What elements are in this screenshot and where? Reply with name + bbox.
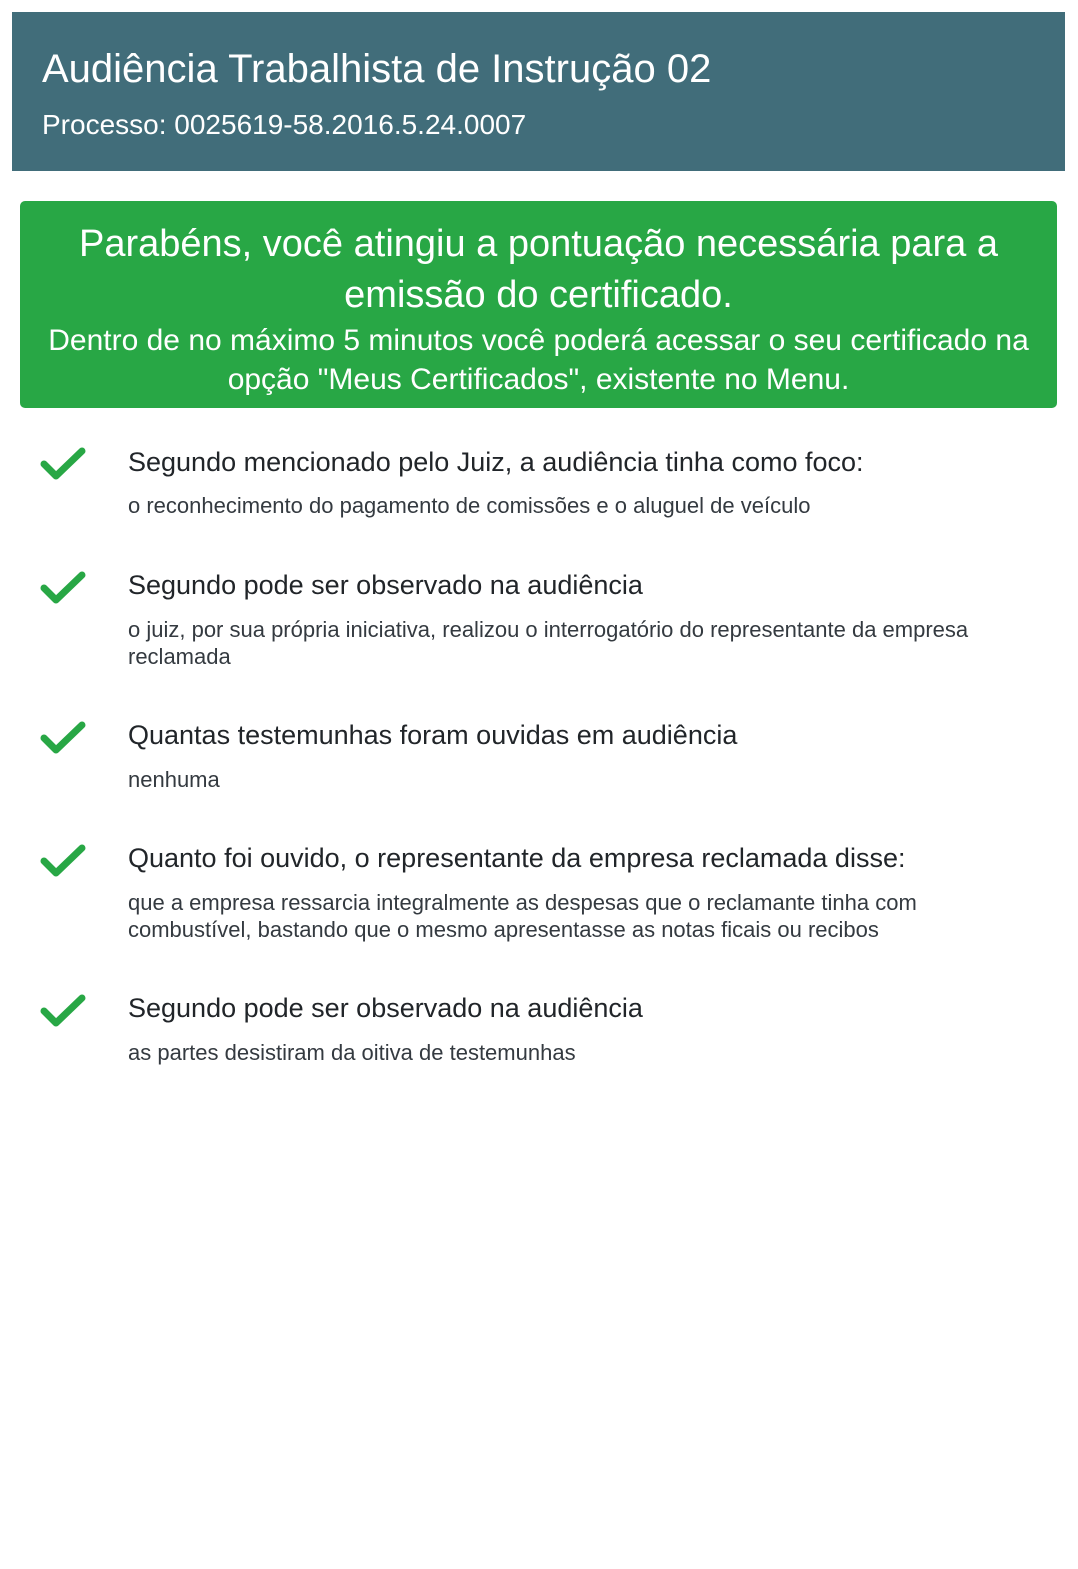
result-question: Quanto foi ouvido, o representante da empresa reclamada disse: <box>128 843 906 873</box>
result-question: Segundo pode ser observado na audiência <box>128 570 643 600</box>
page-title: Audiência Trabalhista de Instrução 02 <box>42 47 712 91</box>
check-icon <box>40 721 86 755</box>
result-question: Quantas testemunhas foram ouvidas em audiência <box>128 720 738 750</box>
result-answer: nenhuma <box>128 767 220 792</box>
check-icon <box>40 994 86 1028</box>
check-icon <box>40 571 86 605</box>
result-answer: as partes desistiram da oitiva de testemunhas <box>128 1040 576 1065</box>
success-alert-message: Dentro de no máximo 5 minutos você poderá acessar o seu certificado na opção "Meus Certificados", existente no Menu. <box>48 324 1029 396</box>
success-alert <box>20 201 1057 408</box>
process-number: Processo: 0025619-58.2016.5.24.0007 <box>42 109 527 140</box>
page-header <box>12 12 1065 171</box>
result-answer: que a empresa ressarcia integralmente as despesas que o reclamante tinha com combustível, bastando que o mesmo apresentasse as notas ficais ou recibos <box>128 890 917 942</box>
check-icon <box>40 844 86 878</box>
check-icon <box>40 447 86 481</box>
result-question: Segundo pode ser observado na audiência <box>128 993 643 1023</box>
result-answer: o juiz, por sua própria iniciativa, realizou o interrogatório do representante da empresa reclamada <box>128 617 969 669</box>
result-question: Segundo mencionado pelo Juiz, a audiência tinha como foco: <box>128 447 864 477</box>
result-answer: o reconhecimento do pagamento de comissões e o aluguel de veículo <box>128 493 811 518</box>
success-alert-title: Parabéns, você atingiu a pontuação necessária para a emissão do certificado. <box>79 223 998 316</box>
